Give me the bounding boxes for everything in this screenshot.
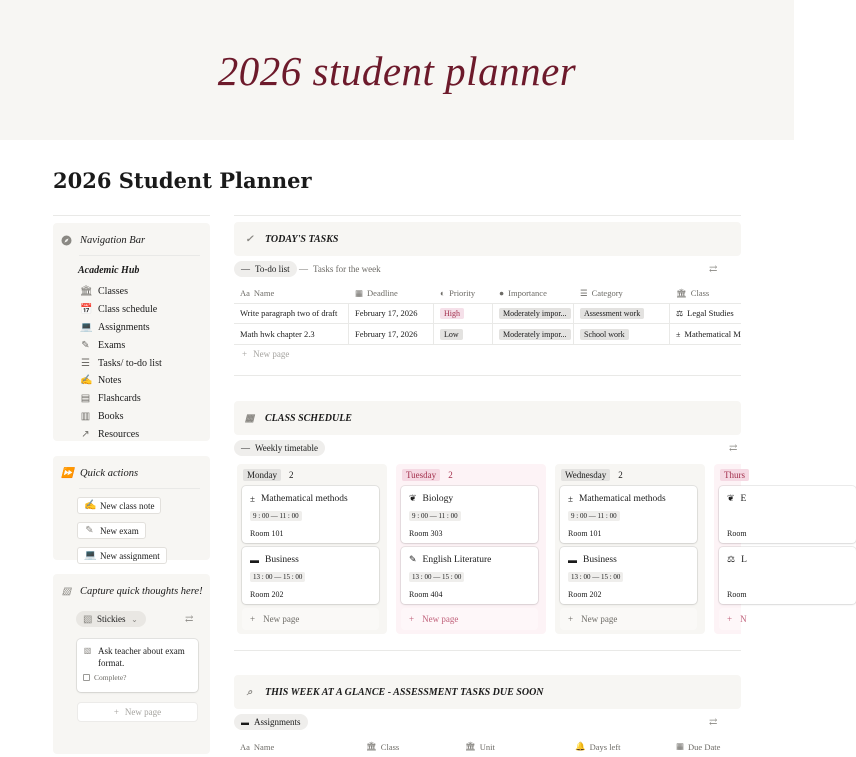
class-card[interactable]: ± Mathematical methods 9 : 00 — 11 : 00 Room 101 [560, 486, 697, 543]
class-card[interactable]: ❦ Biology 9 : 00 — 11 : 00 Room 303 [401, 486, 538, 543]
nav-item-notes[interactable]: ✍ Notes [80, 375, 122, 387]
sticky-note-icon: ▧ [61, 585, 72, 597]
priority-tag: High [440, 308, 464, 319]
relation-icon: 🏛 [465, 741, 476, 751]
tab-assignments[interactable]: ▬ Assignments [234, 714, 308, 730]
class-room: Room 404 [409, 590, 443, 599]
fast-forward-icon: ⏩ [61, 467, 74, 479]
board-column-tuesday [396, 464, 546, 634]
academic-hub-heading: Academic Hub [78, 265, 140, 276]
briefcase-icon: ▬ [250, 554, 259, 565]
column-new-page-button[interactable]: + New page [242, 608, 379, 630]
sticky-note-icon: ▧ [83, 646, 92, 655]
new-assignment-button[interactable]: 💻 New assignment [77, 547, 167, 564]
class-room: Room 202 [250, 590, 284, 599]
list-icon: — [241, 264, 250, 274]
list-icon: — [241, 443, 250, 453]
plus-icon: + [727, 614, 733, 624]
cards-icon: ▤ [80, 393, 91, 405]
class-time: 13 : 00 — 15 : 00 [568, 572, 623, 582]
tab-to-do-list[interactable]: — To-do list [234, 261, 297, 277]
class-schedule-header: ▦ CLASS SCHEDULE [234, 401, 741, 435]
week-at-a-glance-header: ⌕ THIS WEEK AT A GLANCE - ASSESSMENT TASKS DUE SOON [234, 675, 741, 709]
list-icon: — [299, 264, 308, 274]
sticky-note-icon: ▧ [83, 613, 93, 625]
class-time: 13 : 00 — 15 : 00 [409, 572, 464, 582]
class-card[interactable]: ± Mathematical methods 9 : 00 — 11 : 00 Room 101 [242, 486, 379, 543]
day-tag: Monday [243, 469, 281, 481]
multi-select-icon: ☰ [580, 287, 588, 298]
divider [234, 650, 741, 651]
relation-icon: 🏛 [366, 741, 377, 751]
pencil-icon: ✎ [85, 525, 94, 536]
board-column-wednesday [555, 464, 705, 634]
calendar-icon: ▦ [676, 741, 685, 751]
math-icon: ± [568, 493, 573, 504]
gavel-icon: ⚖ [727, 554, 736, 564]
note-icon: ✍ [84, 500, 97, 511]
calendar-icon: ▦ [244, 412, 255, 424]
divider [234, 215, 741, 216]
leaf-icon: ❦ [409, 493, 417, 503]
category-tag: School work [580, 329, 629, 340]
priority-tag: Low [440, 329, 463, 340]
table-row[interactable]: Math hwk chapter 2.3 February 17, 2026 Low Moderately impor... School work ± Mathematical M [234, 324, 741, 345]
leaf-icon: ❦ [727, 493, 735, 503]
class-time: 9 : 00 — 11 : 00 [409, 511, 461, 521]
cover-banner [0, 0, 794, 140]
filter-sliders-icon[interactable]: ⇄ [729, 443, 738, 454]
math-icon: ± [676, 329, 681, 339]
class-card[interactable]: ⚖ L Room [719, 547, 856, 604]
plus-icon: + [250, 614, 256, 624]
navigation-bar-heading: Navigation Bar [80, 234, 146, 246]
divider [53, 215, 210, 216]
tasks-table-header: Aa Name ▦ Deadline ◐ Priority ● Importance ☰ Category 🏛 Class [234, 283, 741, 304]
new-class-note-button[interactable]: ✍ New class note [77, 497, 161, 514]
note-icon: ✍ [80, 375, 93, 387]
math-icon: ± [250, 493, 255, 504]
filter-sliders-icon[interactable]: ⇄ [185, 614, 194, 625]
book-icon: ▥ [80, 410, 91, 422]
day-tag: Wednesday [561, 469, 610, 481]
navigation-bar-callout [53, 223, 210, 441]
chevron-down-icon: ⌄ [131, 614, 138, 624]
text-property-icon: Aa [240, 288, 250, 298]
class-card[interactable]: ▬ Business 13 : 00 — 15 : 00 Room 202 [560, 547, 697, 604]
laptop-icon: ▬ [241, 717, 249, 727]
tasks-new-page-button[interactable]: + New page [242, 349, 290, 359]
class-room: Room 101 [250, 529, 284, 538]
nav-item-resources[interactable]: ↗ Resources [81, 428, 140, 440]
column-new-page-button[interactable]: + N [719, 608, 856, 630]
alert-icon: ● [499, 288, 505, 298]
complete-label: Complete? [94, 673, 127, 682]
class-time: 9 : 00 — 11 : 00 [568, 511, 620, 521]
class-room: Room 202 [568, 590, 602, 599]
briefcase-icon: ▬ [568, 554, 577, 565]
category-tag: Assessment work [580, 308, 644, 319]
compass-icon [61, 235, 72, 246]
search-icon: ⌕ [246, 686, 253, 698]
column-new-page-button[interactable]: + New page [560, 608, 697, 630]
calendar-icon: 📅 [80, 304, 93, 316]
quick-actions-heading: Quick actions [80, 467, 139, 479]
nav-item-assignments[interactable]: 💻 Assignments [80, 321, 150, 333]
day-count: 2 [448, 470, 453, 480]
plus-icon: + [242, 349, 248, 359]
arrow-up-right-icon: ↗ [81, 428, 90, 440]
tab-tasks-for-the-week[interactable]: — Tasks for the week [299, 264, 381, 274]
day-count: 2 [618, 470, 623, 480]
plus-icon: + [409, 614, 415, 624]
class-room: Room [727, 590, 747, 599]
text-property-icon: Aa [240, 741, 250, 752]
checklist-icon: ☰ [81, 357, 90, 369]
day-tag: Tuesday [402, 469, 440, 481]
class-room: Room [727, 529, 747, 538]
banner-title: 2026 student planner [217, 48, 577, 94]
quick-thoughts-heading: Capture quick thoughts here! [80, 585, 203, 597]
class-card[interactable]: ❦ E Room [719, 486, 856, 543]
class-time: 9 : 00 — 11 : 00 [250, 511, 302, 521]
status-icon: ◐ [440, 288, 446, 298]
importance-tag: Moderately impor... [499, 308, 571, 319]
nav-item-exams[interactable]: ✎ Exams [81, 339, 126, 351]
tab-weekly-timetable[interactable]: — Weekly timetable [234, 440, 325, 456]
sticky-card[interactable] [77, 639, 198, 692]
checkmark-icon: ✓ [245, 233, 254, 245]
class-room: Room 101 [568, 529, 602, 538]
importance-tag: Moderately impor... [499, 329, 571, 340]
filter-sliders-icon[interactable]: ⇄ [709, 717, 718, 728]
nav-item-classes[interactable]: 🏛 Classes [80, 286, 128, 298]
day-count: 2 [289, 470, 294, 480]
sticky-new-page-button[interactable]: + New page [77, 702, 198, 722]
plus-icon: + [113, 707, 119, 717]
stickies-view-tab[interactable]: ▧ Stickies ⌄ [76, 611, 146, 627]
assignments-table-header: Aa Name 🏛 Class 🏛 Unit 🔔 Days left ▦ Due Date [240, 741, 721, 752]
nav-list [53, 283, 210, 443]
class-card[interactable]: ▬ Business 13 : 00 — 15 : 00 Room 202 [242, 547, 379, 604]
gavel-icon: ⚖ [676, 308, 684, 318]
building-columns-icon: 🏛 [80, 286, 93, 298]
nav-item-flashcards[interactable]: ▤ Flashcards [80, 393, 141, 405]
relation-icon: 🏛 [676, 287, 687, 298]
filter-sliders-icon[interactable]: ⇄ [709, 264, 718, 275]
pencil-icon: ✎ [81, 339, 90, 351]
board-column-monday [237, 464, 387, 634]
board-column-thursday [714, 464, 747, 634]
nav-item-class-schedule[interactable]: 📅 Class schedule [80, 304, 158, 316]
pencil-icon: ✎ [409, 554, 417, 564]
bell-icon: 🔔 [575, 741, 586, 751]
class-card[interactable]: ✎ English Literature 13 : 00 — 15 : 00 Room 404 [401, 547, 538, 604]
page-title: 2026 Student Planner [53, 168, 312, 193]
nav-item-books[interactable]: ▥ Books [80, 410, 124, 422]
nav-item-tasks[interactable]: ☰ Tasks/ to-do list [81, 357, 162, 369]
divider [234, 375, 741, 376]
complete-checkbox[interactable] [83, 674, 90, 681]
table-row[interactable]: Write paragraph two of draft February 17, 2026 High Moderately impor... Assessment work ⚖ Legal Studies [234, 303, 741, 324]
new-exam-button[interactable]: ✎ New exam [77, 522, 146, 539]
calendar-icon: ▦ [355, 287, 364, 298]
sticky-text: Ask teacher about exam format. [98, 646, 185, 668]
laptop-icon: 💻 [84, 550, 97, 561]
quick-actions-callout [53, 456, 210, 560]
laptop-icon: 💻 [80, 321, 93, 333]
plus-icon: + [568, 614, 574, 624]
day-tag: Thurs [720, 469, 749, 481]
todays-tasks-header: ✓ TODAY'S TASKS [234, 222, 741, 256]
class-time: 13 : 00 — 15 : 00 [250, 572, 305, 582]
class-room: Room 303 [409, 529, 443, 538]
column-new-page-button[interactable]: + New page [401, 608, 538, 630]
